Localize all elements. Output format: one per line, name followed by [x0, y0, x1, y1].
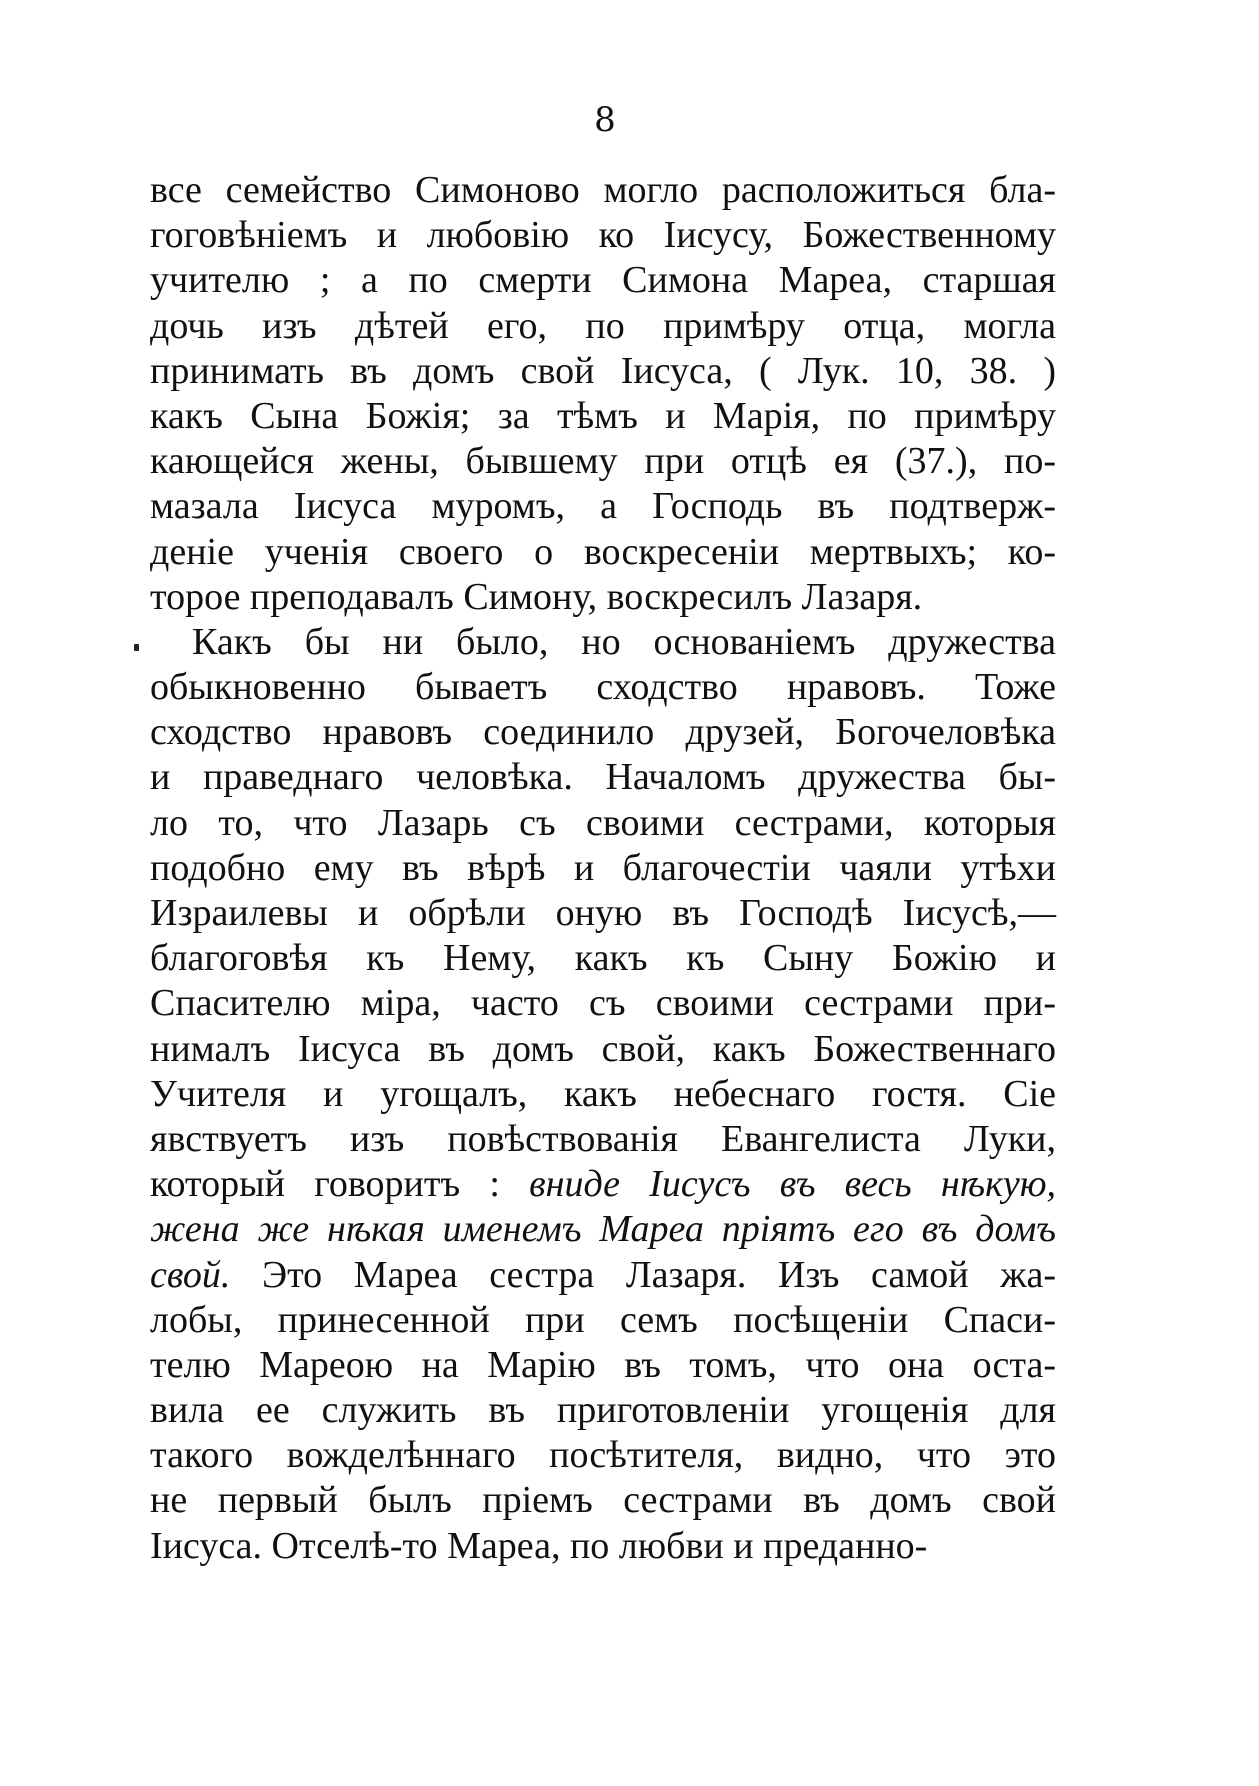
text-segment: Учителя и угощалъ, какъ небеснаго гостя. Сіе	[150, 1072, 1056, 1115]
text-line	[150, 213, 1056, 258]
text-segment: принимать въ домъ свой Іисуса, ( Лук. 10, 38. )	[150, 349, 1056, 392]
text-segment: мазала Іисуса муромъ, а Господь въ подтверж-	[150, 485, 1056, 528]
text-segment: гоговѣніемъ и любовію ко Іисусу, Божественному	[150, 214, 1056, 257]
text-line	[150, 258, 1056, 303]
text-segment: нималъ Іисуса въ домъ свой, какъ Божественнаго	[150, 1027, 1056, 1070]
text-segment: деніе ученія своего о воскресеніи мертвыхъ; ко-	[150, 530, 1056, 573]
text-line	[150, 1388, 1056, 1433]
text-segment: благоговѣя къ Нему, какъ къ Сыну Божію и	[150, 937, 1056, 980]
text-segment: подобно ему въ вѣрѣ и благочестіи чаяли утѣхи	[150, 846, 1056, 889]
text-line	[150, 1343, 1056, 1388]
text-segment: учителю ; а по смерти Симона Мареа, старшая	[150, 259, 1056, 302]
text-line	[150, 981, 1056, 1026]
text-line	[150, 1298, 1056, 1343]
body-text	[150, 168, 1056, 1569]
text-line	[150, 1207, 1056, 1252]
text-line	[150, 439, 1056, 484]
text-segment: Какъ бы ни было, но основаніемъ дружества	[192, 620, 1056, 663]
text-segment: который говоритъ :	[150, 1163, 530, 1206]
text-segment: ло то, что Лазарь съ своими сестрами, которыя	[150, 801, 1056, 844]
text-segment: телю Мареою на Марію въ томъ, что она оста-	[150, 1343, 1056, 1386]
text-line	[150, 891, 1056, 936]
text-segment: какъ Сына Божія; за тѣмъ и Марія, по примѣру	[150, 394, 1056, 437]
page-number: 8	[594, 100, 616, 140]
text-line	[150, 1072, 1056, 1117]
italic-quote-segment: вниде Іисусъ въ весь нѣкую,	[529, 1163, 1056, 1206]
text-line	[150, 801, 1056, 846]
text-line	[150, 1478, 1056, 1523]
text-line	[150, 620, 1056, 665]
text-segment: и праведнаго человѣка. Началомъ дружества бы-	[150, 756, 1056, 799]
text-segment: Израилевы и обрѣли оную въ Господѣ Іисусѣ,—	[150, 892, 1056, 934]
text-segment: Это Мареа сестра Лазаря. Изъ самой жа-	[230, 1253, 1056, 1296]
text-line	[150, 349, 1056, 394]
text-segment: дочь изъ дѣтей его, по примѣру отца, могла	[150, 304, 1056, 347]
text-line	[150, 1524, 1056, 1569]
text-line	[150, 1433, 1056, 1478]
text-line	[150, 665, 1056, 710]
text-segment: кающейся жены, бывшему при отцѣ ея (37.), по-	[150, 440, 1056, 483]
text-line	[150, 936, 1056, 981]
text-line	[150, 1027, 1056, 1072]
text-line	[150, 394, 1056, 439]
text-segment: все семейство Симоново могло расположиться бла-	[150, 169, 1056, 211]
margin-mark	[134, 644, 139, 651]
text-line	[150, 484, 1056, 529]
text-line	[150, 1162, 1056, 1207]
text-segment: явствуетъ изъ повѣствованія Евангелиста Луки,	[150, 1117, 1056, 1160]
text-line	[150, 710, 1056, 755]
text-line	[150, 846, 1056, 891]
text-segment: сходство нравовъ соединило друзей, Богочеловѣка	[150, 711, 1056, 754]
text-segment: обыкновенно бываетъ сходство нравовъ. Тоже	[150, 666, 1056, 709]
text-segment: Спасителю міра, часто съ своими сестрами при-	[150, 982, 1056, 1025]
text-line	[150, 755, 1056, 800]
text-line	[150, 575, 1056, 620]
text-line	[150, 168, 1056, 213]
text-line	[150, 1253, 1056, 1298]
text-segment: не первый былъ пріемъ сестрами въ домъ свой	[150, 1479, 1056, 1522]
text-segment: торое преподавалъ Симону, воскресилъ Лазаря.	[150, 575, 923, 618]
italic-quote-segment: свой.	[150, 1253, 231, 1296]
text-line	[150, 304, 1056, 349]
text-segment: такого вожделѣннаго посѣтителя, видно, что это	[150, 1434, 1056, 1477]
text-segment: Іисуса. Отселѣ-то Мареа, по любви и преданно-	[150, 1524, 928, 1567]
text-line	[150, 530, 1056, 575]
text-line	[150, 1117, 1056, 1162]
italic-quote-segment: жена же нѣкая именемъ Мареа пріятъ его въ домъ	[150, 1208, 1056, 1251]
text-segment: вила ее служить въ приготовленіи угощенія для	[150, 1389, 1056, 1432]
text-segment: лобы, принесенной при семъ посѣщеніи Спаси-	[150, 1298, 1056, 1341]
